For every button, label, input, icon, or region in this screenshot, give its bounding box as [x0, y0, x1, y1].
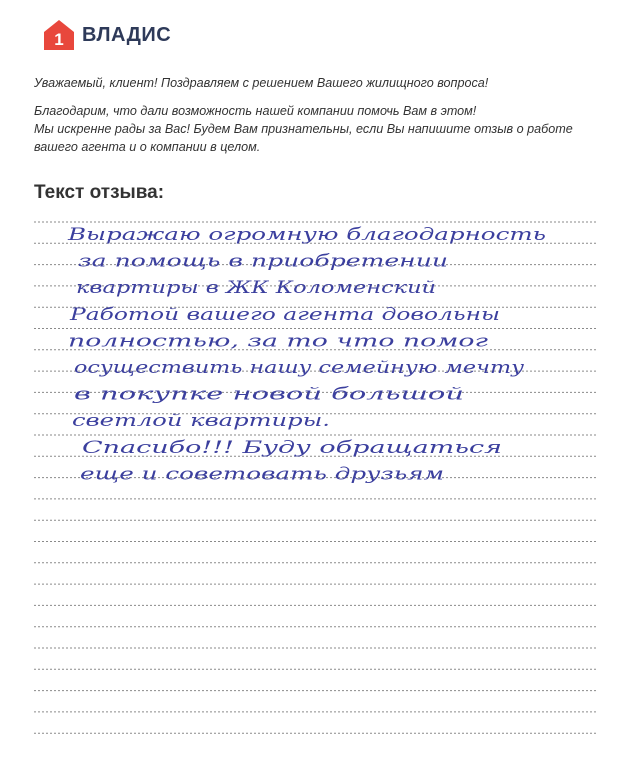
handwritten-line: еще и советовать друзьям	[80, 464, 444, 485]
handwritten-line: Работой вашего агента довольны	[68, 304, 500, 325]
logo-digit: 1	[54, 30, 64, 49]
thanks-line-2: Мы искренне рады за Вас! Будем Вам признательны, если Вы напишите отзыв о работе	[34, 122, 573, 136]
thanks-line-1: Благодарим, что дали возможность нашей компании помочь Вам в этом!	[34, 104, 477, 118]
handwritten-line: Спасибо!!! Буду обращаться	[82, 437, 502, 458]
handwritten-line: квартиры в ЖК Коломенский	[76, 278, 436, 299]
review-title: Текст отзыва:	[34, 182, 165, 203]
handwritten-line: в покупке новой большой	[74, 384, 464, 405]
handwritten-line: светлой квартиры.	[72, 411, 330, 432]
greeting-line: Уважаемый, клиент! Поздравляем с решением Вашего жилищного вопроса!	[34, 76, 489, 90]
brand-name: ВЛАДИС	[82, 23, 172, 46]
handwritten-line: осуществить нашу семейную мечту	[74, 358, 525, 378]
handwritten-line: Выражаю огромную благодарность	[66, 225, 547, 245]
handwritten-line: за помощь в приобретении	[78, 251, 448, 272]
thanks-line-3: вашего агента и о компании в целом.	[34, 140, 261, 154]
handwritten-line: полностью, за то что помог	[68, 331, 489, 352]
